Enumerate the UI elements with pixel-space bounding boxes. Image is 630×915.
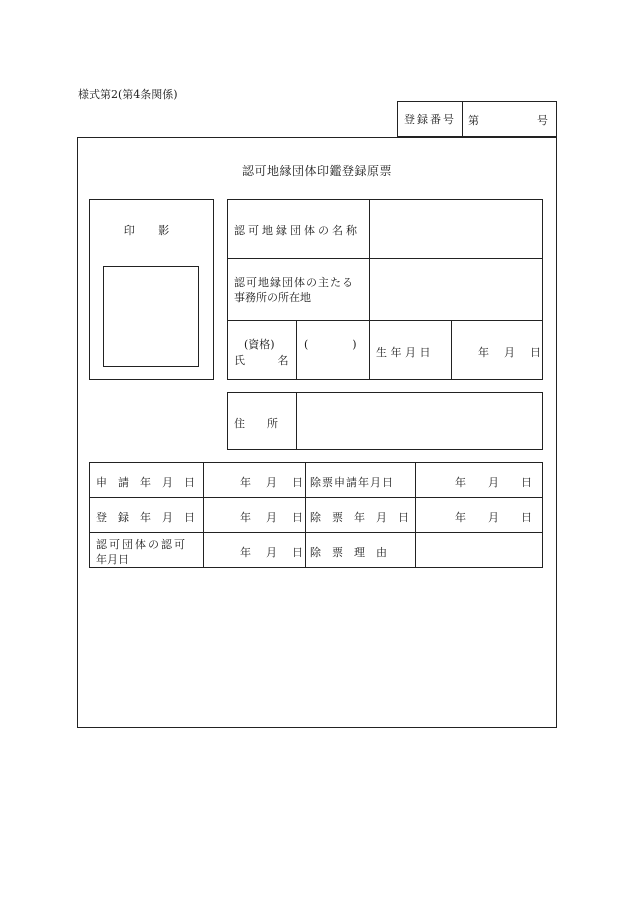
removal-application-date-value: 年 月 日 [455, 476, 532, 489]
registration-date-label: 登 録 年 月 日 [96, 511, 195, 524]
qualification-label: (資格) [244, 338, 275, 351]
group-name-label: 認可地縁団体の名称 [234, 224, 360, 237]
registration-number-suffix: 号 [537, 114, 548, 127]
registration-number-box [397, 101, 557, 137]
registration-number-prefix: 第 [468, 114, 479, 127]
address-table [227, 392, 543, 450]
office-location-label-line2: 事務所の所在地 [234, 291, 311, 304]
office-location-label-line1: 認可地縁団体の主たる [234, 276, 354, 289]
qualification-value: ( ) [304, 338, 357, 351]
group-info-table [227, 199, 543, 380]
removal-date-value: 年 月 日 [455, 511, 532, 524]
representative-name-label: 氏 名 [234, 354, 295, 367]
approval-date-label-line2: 年月日 [96, 553, 129, 566]
seal-impression-area [103, 266, 199, 367]
birthdate-value: 年 月 日 [478, 346, 543, 359]
page-title: 認可地縁団体印鑑登録原票 [241, 164, 392, 178]
seal-impression-label: 印 影 [123, 224, 180, 237]
approval-date-value: 年 月 日 [240, 546, 305, 559]
form-number: 様式第2(第4条関係) [78, 88, 178, 101]
removal-date-label: 除 票 年 月 日 [310, 511, 409, 524]
birthdate-label: 生 年 月 日 [376, 346, 431, 359]
application-date-value: 年 月 日 [240, 476, 305, 489]
application-date-label: 申 請 年 月 日 [96, 476, 195, 489]
registration-date-value: 年 月 日 [240, 511, 305, 524]
registration-number-label: 登録番号 [398, 102, 463, 136]
approval-date-label-line1: 認可団体の認可 [96, 538, 187, 551]
removal-application-date-label: 除票申請年月日 [310, 476, 394, 489]
removal-reason-label: 除 票 理 由 [310, 546, 387, 559]
address-label: 住 所 [234, 417, 278, 430]
dates-table [89, 462, 543, 568]
